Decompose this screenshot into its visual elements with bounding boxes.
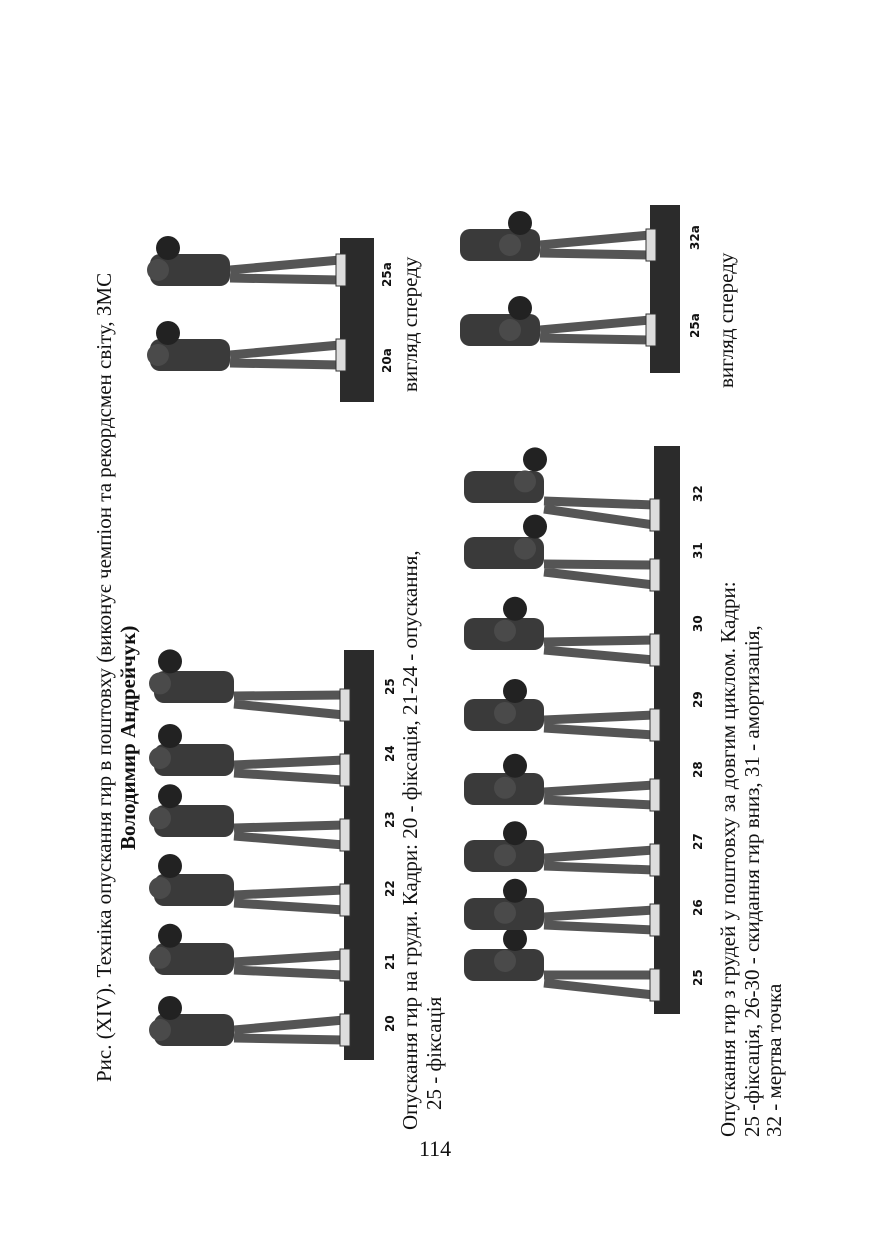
- frame-label: 26: [691, 899, 705, 916]
- athlete-figure: [464, 754, 660, 811]
- frame-label: 28: [691, 761, 705, 778]
- sequence2-caption-line-2: 25 -фіксація, 26-30 - скидання гир вниз, 31 - амортизація,: [740, 625, 764, 1137]
- athlete-figure: [147, 236, 346, 286]
- page-number: 114: [419, 1136, 452, 1161]
- sequence2-caption-line-1: Опускання гир з грудей у поштовху за довгим циклом. Кадри:: [716, 581, 740, 1137]
- frame-label: 32: [691, 485, 705, 502]
- front-view1-caption: вигляд спереду: [398, 256, 422, 392]
- athlete-figure: [464, 821, 660, 876]
- frame-label: 21: [383, 953, 397, 970]
- frame-label: 29: [691, 691, 705, 708]
- front-view2-caption: вигляд спереду: [714, 252, 738, 388]
- athlete-figure: [464, 597, 660, 666]
- frame-label: 25: [691, 969, 705, 986]
- frame-label: 31: [691, 542, 705, 559]
- athlete-figure: [464, 679, 660, 741]
- frame-label: 27: [691, 833, 705, 850]
- athlete-figure: [149, 724, 350, 786]
- athlete-figure: [149, 784, 350, 851]
- athlete-figure: [147, 321, 346, 371]
- sequence1-caption-line-1: Опускання гир на груди. Кадри: 20 - фіксація, 21-24 - опускання,: [398, 550, 422, 1130]
- athlete-figure: [464, 927, 660, 1001]
- figure-title-line-2: Володимир Андрейчук): [116, 625, 140, 850]
- athlete-figure: [149, 924, 350, 981]
- athlete-figure: [149, 996, 350, 1046]
- sequence1-athletes: [149, 649, 350, 1046]
- athlete-figure: [460, 211, 656, 261]
- athlete-figure: [460, 296, 656, 346]
- frame-label: 24: [383, 745, 397, 762]
- figure-title-line-1: Рис. (XIV). Техніка опускання гир в поштовху (виконує чемпіон та рекордсмен світу, ЗМС: [92, 272, 116, 1082]
- athlete-figure: [149, 854, 350, 916]
- athlete-figure: [149, 649, 350, 721]
- frame-label: 20: [383, 1015, 397, 1032]
- frame-label: 20а: [380, 348, 394, 373]
- frame-label: 25а: [688, 313, 702, 338]
- frame-label: 25а: [380, 262, 394, 287]
- athlete-figure: [464, 879, 660, 936]
- frame-label: 23: [383, 811, 397, 828]
- frame-label: 22: [383, 880, 397, 897]
- frame-label: 30: [691, 615, 705, 632]
- sequence2-athletes: [464, 447, 660, 1001]
- athlete-figure: [464, 447, 660, 531]
- sequence2-caption-line-3: 32 - мертва точка: [762, 983, 786, 1137]
- sequence1-caption-line-2: 25 - фіксація: [422, 996, 446, 1110]
- frame-label: 25: [383, 678, 397, 695]
- frame-label: 32а: [688, 225, 702, 250]
